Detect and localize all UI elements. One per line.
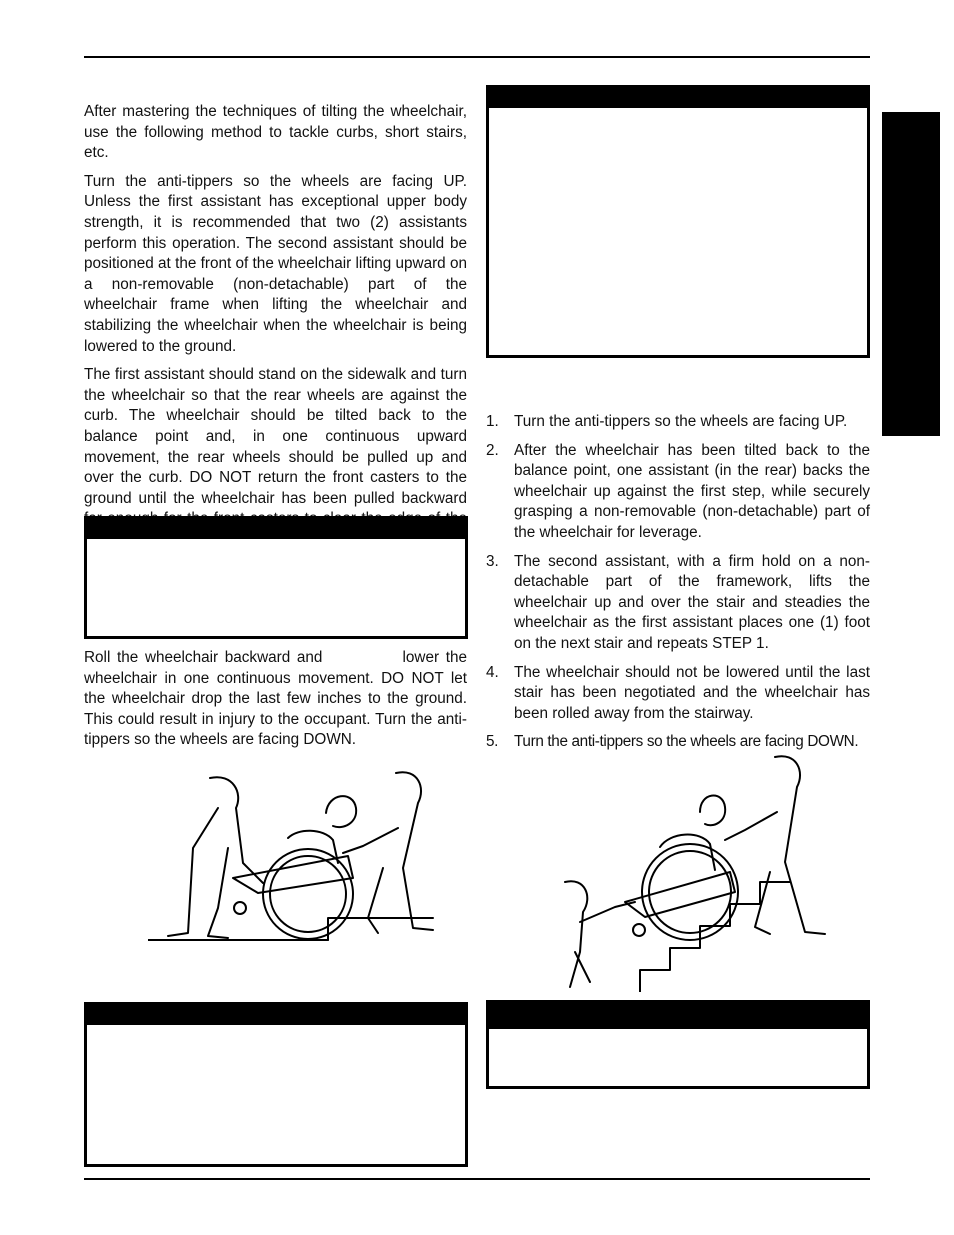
left-column-text-lower <box>84 648 472 759</box>
warning-box-left <box>84 1002 468 1167</box>
step-text: Turn the anti-tippers so the wheels are facing UP. <box>514 413 848 430</box>
stairs-illustration <box>545 752 840 992</box>
curb-illustration <box>148 768 438 946</box>
step-text: Turn the anti-tippers so the wheels are facing DOWN. <box>514 733 859 751</box>
notice-box-header-bar <box>489 88 867 108</box>
step-number: 3. <box>486 552 499 570</box>
list-item <box>486 441 870 544</box>
paragraph-two-assistants: Turn the anti-tippers so the wheels are facing UP. Unless the first assistant has exceptional upper body strength, it is recommended that two (2) assistants perform this operation. The second assistant should be positioned at the front of the wheelchair lifting upward on a non-removable (non-detachable) part of the wheelchair frame when lifting the wheelchair and stabilizing the wheelchair when the wheelchair is being lowered to the ground. <box>84 172 467 355</box>
header-rule <box>84 56 870 58</box>
list-item <box>486 663 870 725</box>
step-number: 5. <box>486 733 499 751</box>
stair-steps-list <box>486 412 870 761</box>
list-item <box>486 552 870 655</box>
left-column-text <box>84 102 467 558</box>
warning-box-right <box>486 1000 870 1089</box>
paragraph-intro: After mastering the techniques of tilting the wheelchair, use the following method to tackle curbs, short stairs, etc. <box>84 103 467 162</box>
list-item <box>486 732 870 753</box>
notice-box-header-bar <box>87 519 465 539</box>
footer-rule <box>84 1178 870 1180</box>
section-tab <box>882 112 940 436</box>
paragraph-curb-up: The first assistant should stand on the sidewalk and turn the wheelchair so that the rear wheels are against the curb. The wheelchair should be tilted back to the balance point and, in one continuous upward movement, the rear wheels should be pulled up and over the curb. DO NOT return the front casters to the ground until the wheelchair has been pulled backward <box>84 366 467 507</box>
step-text: After the wheelchair has been tilted back to the balance point, one assistant (in the rear) backs the wheelchair up against the first step, while securely grasping a non-removable (non-detachable) part of the wheelchair for leverage. <box>514 441 870 541</box>
warning-box-header-bar <box>489 1003 867 1029</box>
step-number: 2. <box>486 441 499 459</box>
list-item <box>486 412 870 433</box>
warning-box-header-bar <box>87 1005 465 1025</box>
paragraph-curb-down: Roll the wheelchair backward and lower the wheelchair in one continuous movement. DO NOT let the wheelchair drop the last few inches to the ground. This could result in injury to the occupant. Turn the anti-tippers so the wheels are facing DOWN. <box>84 649 472 749</box>
step-text: The wheelchair should not be lowered until the last stair has been negotiated and the wheelchair has been rolled away from the stairway. <box>514 663 870 722</box>
step-text: The second assistant, with a firm hold on a non-detachable part of the framework, lifts the wheelchair up and over the stair and steadies the wheelchair as the first assistant places one (1) foot on the next stair and repeats STEP 1. <box>514 552 870 652</box>
notice-box-curb <box>84 516 468 639</box>
step-number: 4. <box>486 663 499 681</box>
step-number: 1. <box>486 413 499 430</box>
notice-box-stairs <box>486 85 870 358</box>
